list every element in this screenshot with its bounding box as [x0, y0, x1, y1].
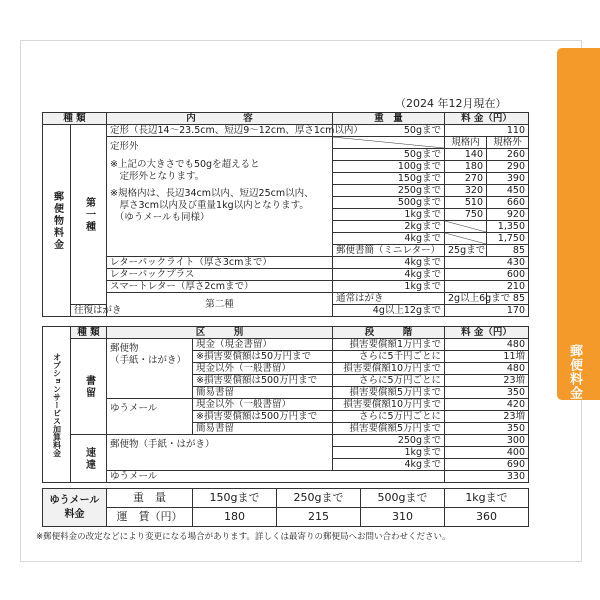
yu-weight: 150gまで	[193, 489, 277, 508]
express-level: 250gまで	[333, 435, 445, 447]
sub-header-in: 規格内	[445, 137, 487, 149]
other-weight: 1kgまで	[333, 281, 445, 293]
mail-category-label	[43, 125, 71, 317]
class2-item-label: 通常はがき	[333, 293, 445, 305]
yu-fee: 215	[277, 508, 361, 527]
nonstandard-fee-in	[445, 233, 487, 245]
option-header-fee: 料 金（円）	[445, 327, 529, 339]
option-category-text: オプションサービス加算料金	[52, 352, 62, 457]
other-weight: 25gまで	[445, 245, 487, 257]
yu-mail-fee-table	[42, 488, 529, 527]
registered-level: 損害要償額10万円まで	[333, 363, 445, 375]
yu-fee: 360	[445, 508, 529, 527]
nonstandard-notes	[110, 159, 329, 224]
registered-fee: 420	[445, 399, 529, 411]
nonstandard-fee-out: 1,750	[487, 233, 529, 245]
registered-fee: 23増	[445, 411, 529, 423]
registered-fee: 23増	[445, 375, 529, 387]
nonstandard-note-line: 定形外となります。	[110, 171, 205, 182]
registered-kind: 現金以外（一般書留）	[193, 363, 333, 375]
nonstandard-fee-in	[445, 221, 487, 233]
registered-text: 書留	[83, 374, 95, 399]
nonstandard-fee-in: 320	[445, 185, 487, 197]
other-label: スマートレター（厚さ2cmまで）	[107, 281, 333, 293]
sub-header-out: 規格外	[487, 137, 529, 149]
nonstandard-weight: 1kgまで	[333, 209, 445, 221]
nonstandard-weight: 500gまで	[333, 197, 445, 209]
class2-weight: 2g以上6gまで	[445, 293, 487, 305]
express-level: 1kgまで	[333, 447, 445, 459]
registered-fee: 480	[445, 363, 529, 375]
class2-label: 第二種	[107, 293, 333, 317]
nonstandard-weight: 2kgまで	[333, 221, 445, 233]
class1-label	[71, 125, 107, 305]
registered-label	[71, 339, 107, 435]
option-header-type: 種 類	[71, 327, 107, 339]
registered-fee: 350	[445, 423, 529, 435]
yu-weight-header: 重 量	[107, 489, 193, 508]
express-fee: 300	[445, 435, 529, 447]
mail-category-text: 郵便物料金	[51, 190, 63, 251]
registered-fee: 11増	[445, 351, 529, 363]
option-service-table	[42, 326, 529, 483]
registered-level: さらに5万円ごとに	[333, 375, 445, 387]
yu-fee-header: 運 賃（円）	[107, 508, 193, 527]
header-fee: 料 金（円）	[445, 113, 529, 125]
other-weight: 4kgまで	[333, 269, 445, 281]
nonstandard-header-blank	[333, 137, 445, 149]
registered-level: 損害要償額5万円まで	[333, 387, 445, 399]
nonstandard-fee-out: 450	[487, 185, 529, 197]
registered-kind: ※損害要償額は500万円まで	[193, 411, 333, 423]
registered-group-label: 郵便物 （手紙・はがき）	[107, 339, 193, 399]
nonstandard-note-line: （ゆうメールも同様）	[110, 212, 210, 223]
footnote: ※郵便料金の改定などにより変更になる場合があります。詳しくは最寄りの郵便局へお問い合わせください。	[36, 532, 451, 542]
express-yu-label: ゆうメール	[107, 471, 445, 483]
other-fee: 85	[487, 245, 529, 257]
other-fee: 430	[445, 257, 529, 269]
express-yu-fee: 330	[445, 471, 529, 483]
side-tab-label: 郵便料金	[567, 344, 582, 400]
yu-weight: 1kgまで	[445, 489, 529, 508]
nonstandard-note-line: ※規格内は、長辺34cm以内、短辺25cm以内、	[110, 188, 314, 199]
other-weight: 4kgまで	[333, 257, 445, 269]
nonstandard-fee-out: 290	[487, 161, 529, 173]
nonstandard-weight: 100gまで	[333, 161, 445, 173]
nonstandard-fee-in: 140	[445, 149, 487, 161]
express-text: 速達	[83, 446, 95, 471]
registered-kind: ※損害要償額は500万円まで	[193, 375, 333, 387]
express-fee: 690	[445, 459, 529, 471]
express-fee: 400	[445, 447, 529, 459]
yu-fee: 310	[361, 508, 445, 527]
nonstandard-fee-in: 270	[445, 173, 487, 185]
other-fee: 600	[445, 269, 529, 281]
registered-kind: 簡易書留	[193, 387, 333, 399]
yu-weight: 500gまで	[361, 489, 445, 508]
registered-group-label: ゆうメール	[107, 399, 193, 435]
nonstandard-weight: 4kgまで	[333, 233, 445, 245]
standard-fee: 110	[445, 125, 529, 137]
nonstandard-weight: 150gまで	[333, 173, 445, 185]
other-fee: 210	[445, 281, 529, 293]
class2-fee: 170	[445, 305, 529, 317]
registered-kind: 現金（現金書留）	[193, 339, 333, 351]
nonstandard-fee-in: 750	[445, 209, 487, 221]
nonstandard-note-line: 厚さ3cm以内及び重量1kg以内となります。	[110, 200, 309, 211]
registered-level: 損害要償額1万円まで	[333, 339, 445, 351]
registered-level: 損害要償額10万円まで	[333, 399, 445, 411]
nonstandard-fee-in: 510	[445, 197, 487, 209]
express-group-label: 郵便物（手紙・はがき）	[107, 435, 333, 471]
other-label: レターパックライト（厚さ3cmまで）	[107, 257, 333, 269]
registered-kind: 現金以外（一般書留）	[193, 399, 333, 411]
standard-label: 定形（長辺14〜23.5cm、短辺9〜12cm、厚さ1cm以内）	[107, 125, 333, 137]
header-content: 内 容	[107, 113, 333, 125]
header-type: 種 類	[43, 113, 107, 125]
header-weight: 重 量	[333, 113, 445, 125]
other-label: レターパックプラス	[107, 269, 333, 281]
nonstandard-fee-in: 180	[445, 161, 487, 173]
nonstandard-fee-out: 260	[487, 149, 529, 161]
nonstandard-block	[107, 137, 333, 257]
registered-kind: ※損害要償額は50万円まで	[193, 351, 333, 363]
nonstandard-note-line: ※上記の大きさでも50gを超えると	[110, 159, 260, 170]
registered-kind: 簡易書留	[193, 423, 333, 435]
class2-weight: 4g以上12gまで	[333, 305, 445, 317]
mail-fee-table	[42, 112, 529, 317]
nonstandard-weight: 50gまで	[333, 149, 445, 161]
yu-fee: 180	[193, 508, 277, 527]
registered-fee: 350	[445, 387, 529, 399]
option-header-level: 段 階	[333, 327, 445, 339]
standard-weight: 50gまで	[333, 125, 445, 137]
nonstandard-label: 定形外	[110, 141, 139, 152]
nonstandard-fee-out: 920	[487, 209, 529, 221]
registered-level: 損害要償額5万円まで	[333, 423, 445, 435]
nonstandard-fee-out: 660	[487, 197, 529, 209]
nonstandard-fee-out: 1,350	[487, 221, 529, 233]
express-label	[71, 435, 107, 483]
express-level: 4kgまで	[333, 459, 445, 471]
class2-item-label: 往復はがき	[71, 305, 107, 317]
other-label: 郵便書簡（ミニレター）	[333, 245, 445, 257]
as-of-date: （2024 年12月現在）	[395, 97, 507, 110]
yu-weight: 250gまで	[277, 489, 361, 508]
option-category-label	[43, 327, 71, 483]
option-header-category: 区 別	[107, 327, 333, 339]
registered-level: さらに5万円ごとに	[333, 411, 445, 423]
yu-mail-label: ゆうメール 料金	[43, 489, 107, 527]
class1-text: 第一種	[83, 196, 95, 233]
nonstandard-fee-out: 390	[487, 173, 529, 185]
nonstandard-weight: 250gまで	[333, 185, 445, 197]
class2-fee: 85	[487, 293, 529, 305]
registered-fee: 480	[445, 339, 529, 351]
registered-level: さらに5千円ごとに	[333, 351, 445, 363]
